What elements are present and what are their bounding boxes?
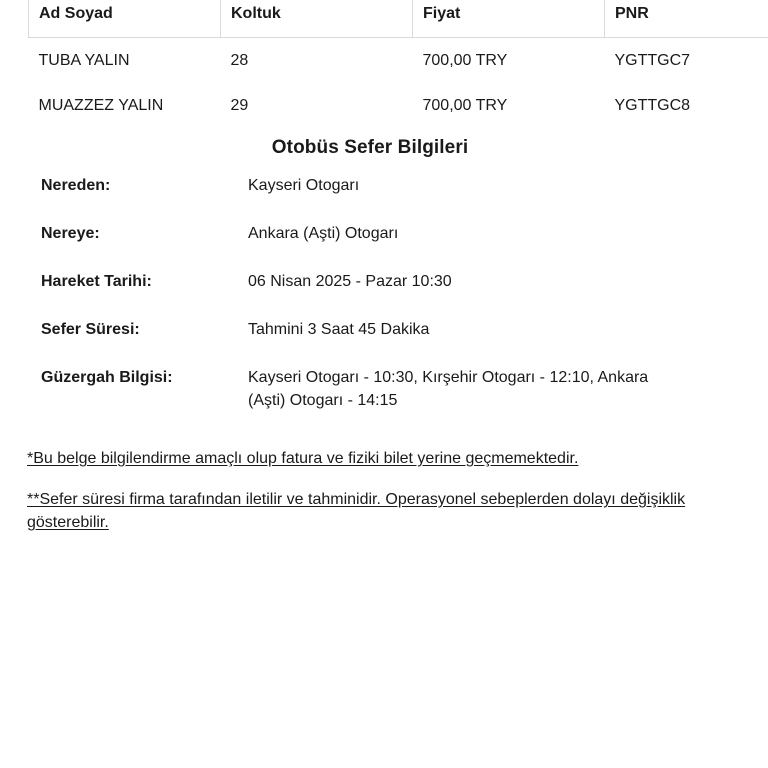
info-row-route bbox=[41, 366, 721, 412]
info-row-from bbox=[41, 174, 721, 222]
from-label: Nereden: bbox=[41, 177, 111, 194]
trip-info bbox=[41, 174, 721, 412]
passenger-name: MUAZZEZ YALIN bbox=[38, 96, 164, 114]
passenger-pnr: YGTTGC7 bbox=[614, 51, 691, 69]
route-value: Kayseri Otogarı - 10:30, Kırşehir Otogarı - 12:10, Ankara (Aşti) Otogarı - 14:15 bbox=[248, 369, 649, 409]
passenger-seat: 29 bbox=[230, 96, 249, 114]
info-row-to bbox=[41, 222, 721, 270]
passenger-price: 700,00 TRY bbox=[422, 96, 508, 114]
duration-label: Sefer Süresi: bbox=[41, 321, 140, 338]
passenger-table bbox=[28, 0, 768, 128]
disclaimer-note: *Bu belge bilgilendirme amaçlı olup fatura ve fiziki bilet yerine geçmemektedir. bbox=[27, 450, 579, 467]
passenger-pnr: YGTTGC8 bbox=[614, 96, 691, 114]
info-row-duration bbox=[41, 318, 721, 366]
header-seat: Koltuk bbox=[221, 0, 413, 38]
info-row-departure bbox=[41, 270, 721, 318]
route-label: Güzergah Bilgisi: bbox=[41, 369, 173, 386]
passenger-name: TUBA YALIN bbox=[38, 51, 130, 69]
table-row bbox=[29, 38, 768, 84]
duration-value: Tahmini 3 Saat 45 Dakika bbox=[248, 321, 430, 338]
trip-info-title: Otobüs Sefer Bilgileri bbox=[271, 137, 469, 158]
departure-label: Hareket Tarihi: bbox=[41, 273, 152, 290]
header-name: Ad Soyad bbox=[29, 0, 221, 38]
header-price: Fiyat bbox=[413, 0, 605, 38]
to-value: Ankara (Aşti) Otogarı bbox=[248, 225, 399, 242]
passenger-seat: 28 bbox=[230, 51, 249, 69]
table-row bbox=[29, 83, 768, 128]
from-value: Kayseri Otogarı bbox=[248, 177, 360, 194]
header-pnr: PNR bbox=[605, 0, 768, 38]
departure-value: 06 Nisan 2025 - Pazar 10:30 bbox=[248, 273, 452, 290]
passenger-price: 700,00 TRY bbox=[422, 51, 508, 69]
to-label: Nereye: bbox=[41, 225, 100, 242]
table-header-row bbox=[29, 0, 768, 38]
duration-note: **Sefer süresi firma tarafından iletilir ve tahminidir. Operasyonel sebeplerden dolayı değişiklik gösterebilir. bbox=[27, 491, 686, 531]
